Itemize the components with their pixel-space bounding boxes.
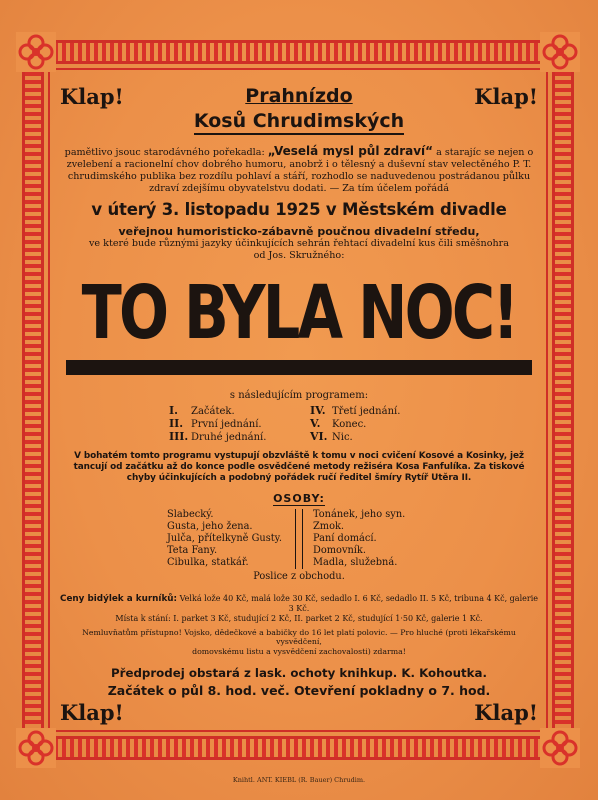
- intro-quote: „Veselá mysl půl zdraví“: [267, 143, 434, 158]
- border-right: [552, 40, 574, 760]
- play-author: od Jos. Skružného:: [253, 249, 345, 261]
- organizer-title: [194, 86, 404, 135]
- cast-item: Julča, přítelkyně Gusty.: [167, 532, 283, 544]
- cast-item: Teta Fany.: [167, 544, 218, 556]
- header-row: [60, 86, 538, 135]
- cast-item: Paní domácí.: [313, 532, 377, 544]
- klap-left: Klap!: [60, 84, 124, 109]
- title-line1: Prahnízdo: [245, 85, 353, 107]
- program-num: II.: [169, 416, 184, 430]
- intro-text: [60, 145, 538, 195]
- cast-item: Gusta, jeho žena.: [167, 520, 253, 532]
- cast-col-right: [313, 509, 431, 569]
- program-num: IV.: [310, 403, 326, 417]
- play-description-line1: ve které bude různými jazyky účinkujících sehrán řehtací divadelní kus čili směšnohra: [89, 237, 509, 249]
- cast-item-last: Poslice z obchodu.: [253, 570, 345, 582]
- ticket-prices: [60, 594, 538, 624]
- presale-info: Předprodej obstará z lask. ochoty knihkup. K. Kohoutka.: [111, 666, 487, 681]
- cast-col-left: [167, 509, 285, 569]
- flower-ornament-icon: [16, 32, 56, 72]
- program-num: I.: [169, 403, 178, 417]
- cast-item: Zmok.: [313, 520, 345, 532]
- title-line2: Kosů Chrudimských: [194, 111, 404, 135]
- printer-credit: Knihtl. ANT. KIEBL (R. Bauer) Chrudim.: [232, 776, 366, 784]
- event-date: v úterý 3. listopadu 1925 v Městském divadle: [91, 199, 507, 219]
- headline-bar: [66, 360, 532, 375]
- prices-line1: Velká lože 40 Kč, malá lože 30 Kč, sedadlo I. 6 Kč, sedadlo II. 5 Kč, tribuna 4 Kč, galerie 3 Kč.: [179, 593, 538, 613]
- event-subtitle: veřejnou humoristicko-zábavně poučnou divadelní středu,: [118, 224, 480, 238]
- program-num: V.: [310, 416, 321, 430]
- program-item: [310, 405, 429, 418]
- program-item: [169, 418, 294, 431]
- program-label: První jednání.: [191, 418, 262, 430]
- intro-pre: pamětlivo jsouc starodávného pořekadla:: [64, 146, 265, 158]
- intro-post: a starajíc se nejen o zvelebení a racionelní chov dobrého humoru, anobrž i o tělesný a duševní stav velectěného P. T. chrudimského publika bez rozdílu pohlaví a stáří, rozhodlo se naduvedenou postrádanou půlku zdraví zdejšímu obyvatelstvu dodati. — Za tím účelem pořádá: [66, 146, 534, 194]
- play-title: TO BYLA NOC!: [81, 271, 517, 357]
- flower-ornament-icon: [540, 32, 580, 72]
- program-item: [169, 431, 294, 444]
- cast-item: Slabecký.: [167, 508, 214, 520]
- play-description: [60, 238, 538, 262]
- cast-item: Tonánek, jeho syn.: [313, 508, 406, 520]
- klap-bottom-right: Klap!: [474, 700, 538, 726]
- program-col-right: [304, 405, 429, 444]
- notice-line2: domovskému listu a vysvědčení zachovalosti) zdarma!: [192, 646, 406, 656]
- program-item: [310, 431, 429, 444]
- footer-row: [60, 700, 538, 726]
- klap-right: Klap!: [474, 84, 538, 109]
- poster-content: [60, 84, 538, 726]
- program-label: Druhé jednání.: [191, 431, 267, 443]
- cast-list: [60, 509, 538, 569]
- border-left: [22, 40, 44, 760]
- program-label: Začátek.: [191, 405, 235, 417]
- cast-heading: OSOBY:: [273, 491, 325, 505]
- prices-label: Ceny bidýlek a kurníků:: [60, 593, 178, 604]
- notice-line1: Nemluvňatům přístupno! Vojsko, dědečkové a babičky do 16 let platí polovic. — Pro hluché (proti lékařskému vysvědčení,: [82, 627, 516, 647]
- program-label: Konec.: [332, 418, 367, 430]
- program-item: [169, 405, 294, 418]
- cast-item: Madla, služebná.: [313, 556, 398, 568]
- program-label: Třetí jednání.: [332, 405, 401, 417]
- program-num: VI.: [310, 429, 328, 443]
- flower-ornament-icon: [16, 728, 56, 768]
- prices-line2: Místa k stání: I. parket 3 Kč, studující 2 Kč, II. parket 2 Kč, studující 1·50 Kč, galerie 1 Kč.: [115, 613, 483, 623]
- klap-bottom-left: Klap!: [60, 700, 124, 726]
- program-col-left: [169, 405, 294, 444]
- cast-item: Domovník.: [313, 544, 366, 556]
- program-paragraph: V bohatém tomto programu vystupují obzvláště k tomu v noci cvičení Kosové a Kosinky, jež tancují od začátku až do konce podle osvědčené metody režiséra Kosa Fanfulíka. Za tiskové chyby účinkujících a podobný pořádek ručí ředitel šmíry Rytíř Utěra II.: [73, 450, 525, 483]
- program-intro: s následujícím programem:: [229, 389, 369, 401]
- start-time: Začátek o půl 8. hod. več. Otevření pokladny o 7. hod.: [107, 683, 491, 699]
- program-item: [310, 418, 429, 431]
- cast-item: Cibulka, statkář.: [167, 556, 249, 568]
- program-label: Nic.: [332, 431, 353, 443]
- border-bottom: [22, 736, 574, 760]
- program-list: [169, 405, 429, 444]
- program-num: III.: [169, 429, 189, 443]
- admission-notice: [60, 628, 538, 657]
- flower-ornament-icon: [540, 728, 580, 768]
- cast-divider: [295, 509, 303, 569]
- border-top: [22, 40, 574, 64]
